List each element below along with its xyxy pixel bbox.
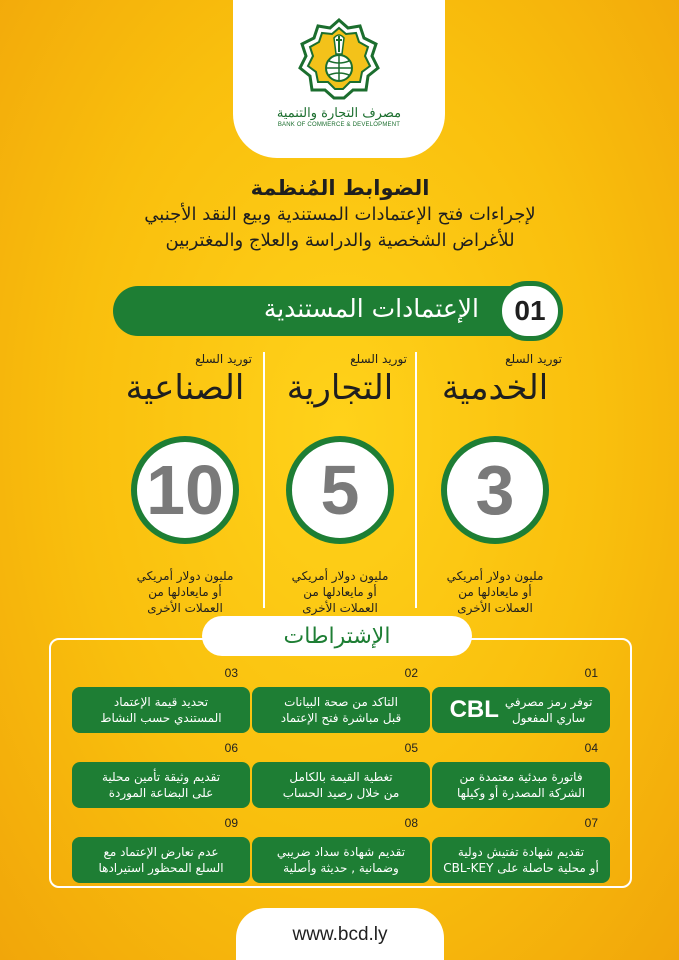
amount-circle: 10 — [131, 436, 239, 544]
condition-box — [72, 762, 250, 808]
condition-item — [432, 666, 610, 733]
condition-box — [432, 762, 610, 808]
page-subtitle-line2: للأغراض الشخصية والدراسة والعلاج والمغتربين — [165, 230, 515, 251]
condition-text-line: تقديم شهادة سداد ضريبي — [276, 845, 406, 859]
condition-number: 01 — [584, 666, 598, 680]
condition-number: 09 — [224, 816, 238, 830]
condition-box — [432, 837, 610, 883]
condition-text-line: تقديم شهادة تفتيش دولية — [457, 845, 585, 859]
condition-text — [505, 694, 593, 726]
amount-text-line: العملات الأخرى — [457, 601, 533, 615]
amount-text-line: العملات الأخرى — [147, 601, 223, 615]
condition-number: 07 — [584, 816, 598, 830]
condition-text — [443, 844, 599, 876]
amount-text-line: مليون دولار أمريكي — [446, 569, 544, 583]
bank-name-ar: مصرف التجارة والتنمية — [276, 106, 402, 121]
condition-item — [252, 816, 430, 883]
cbl-badge: CBL — [449, 696, 499, 723]
column-title: الخدمية — [441, 368, 549, 408]
condition-box — [72, 837, 250, 883]
page-subtitle-line1: لإجراءات فتح الإعتمادات المستندية وبيع النقد الأجنبي — [144, 204, 536, 225]
condition-text — [281, 694, 402, 726]
condition-text — [100, 694, 221, 726]
bank-name-en: BANK OF COMMERCE & DEVELOPMENT — [277, 122, 401, 128]
column-divider — [415, 352, 417, 608]
column-services — [420, 352, 570, 616]
website-url[interactable]: www.bcd.ly — [236, 908, 444, 960]
amount-text-line: أو مايعادلها من — [148, 585, 222, 599]
amount-text-line: العملات الأخرى — [302, 601, 378, 615]
column-subtitle: توريد السلع — [505, 352, 562, 366]
amount-text-line: مليون دولار أمريكي — [291, 569, 389, 583]
condition-text-line: التاكد من صحة البيانات — [284, 695, 398, 709]
condition-item — [432, 816, 610, 883]
condition-text — [102, 769, 220, 801]
column-title: التجارية — [286, 368, 394, 408]
section-bar — [113, 286, 559, 336]
column-industrial — [110, 352, 260, 616]
bank-emblem-icon — [298, 18, 380, 100]
condition-text-line: قبل مباشرة فتح الإعتماد — [280, 711, 402, 725]
condition-item — [72, 741, 250, 808]
condition-text-line: السلع المحظور استيرادها — [98, 861, 224, 875]
amount-text-line: أو مايعادلها من — [303, 585, 377, 599]
condition-text-line: من خلال رصيد الحساب — [282, 786, 400, 800]
condition-number: 05 — [404, 741, 418, 755]
amount-description — [110, 568, 260, 616]
condition-text-line: تحديد قيمة الإعتماد — [113, 695, 209, 709]
amount-circle: 3 — [441, 436, 549, 544]
condition-text-line: الشركة المصدرة أو وكيلها — [456, 786, 586, 800]
section-number-badge: 01 — [497, 281, 563, 341]
condition-text-line: وضمانية , حديثة وأصلية — [283, 861, 399, 875]
page-title: الضوابط المُنظمة — [250, 176, 430, 200]
section-title: الإعتمادات المستندية — [263, 294, 479, 323]
amount-circle: 5 — [286, 436, 394, 544]
condition-box — [72, 687, 250, 733]
condition-number: 03 — [224, 666, 238, 680]
condition-text-line: على البضاعة الموردة — [108, 786, 214, 800]
condition-number: 06 — [224, 741, 238, 755]
amount-description — [420, 568, 570, 616]
condition-text-line: توفر رمز مصرفي — [504, 695, 593, 709]
condition-text-line: ساري المفعول — [511, 711, 586, 725]
condition-box — [252, 837, 430, 883]
amount-description — [265, 568, 415, 616]
condition-text — [277, 844, 405, 876]
condition-text-line: عدم تعارض الإعتماد مع — [103, 845, 219, 859]
column-subtitle: توريد السلع — [195, 352, 252, 366]
condition-item — [72, 816, 250, 883]
column-subtitle: توريد السلع — [350, 352, 407, 366]
amount-text-line: أو مايعادلها من — [458, 585, 532, 599]
header-title-block — [60, 176, 620, 252]
condition-item — [432, 741, 610, 808]
condition-text — [457, 769, 585, 801]
condition-number: 04 — [584, 741, 598, 755]
condition-number: 08 — [404, 816, 418, 830]
conditions-title: الإشتراطات — [202, 616, 472, 656]
condition-text-line: تقديم وثيقة تأمين محلية — [101, 770, 221, 784]
condition-item — [72, 666, 250, 733]
column-title: الصناعية — [125, 368, 245, 408]
condition-box — [252, 687, 430, 733]
condition-text-line: تغطية القيمة بالكامل — [289, 770, 393, 784]
condition-item — [252, 666, 430, 733]
condition-text — [283, 769, 400, 801]
condition-text-line: أو محلية حاصلة على CBL-KEY — [443, 861, 599, 875]
condition-text-line: المستندي حسب النشاط — [100, 711, 222, 725]
condition-text-line: فاتورة مبدئية معتمدة من — [459, 770, 583, 784]
condition-box — [432, 687, 610, 733]
condition-text — [98, 844, 223, 876]
condition-item — [252, 741, 430, 808]
amount-text-line: مليون دولار أمريكي — [136, 569, 234, 583]
logo-header — [233, 0, 445, 158]
column-commercial — [265, 352, 415, 616]
condition-number: 02 — [404, 666, 418, 680]
condition-box — [252, 762, 430, 808]
